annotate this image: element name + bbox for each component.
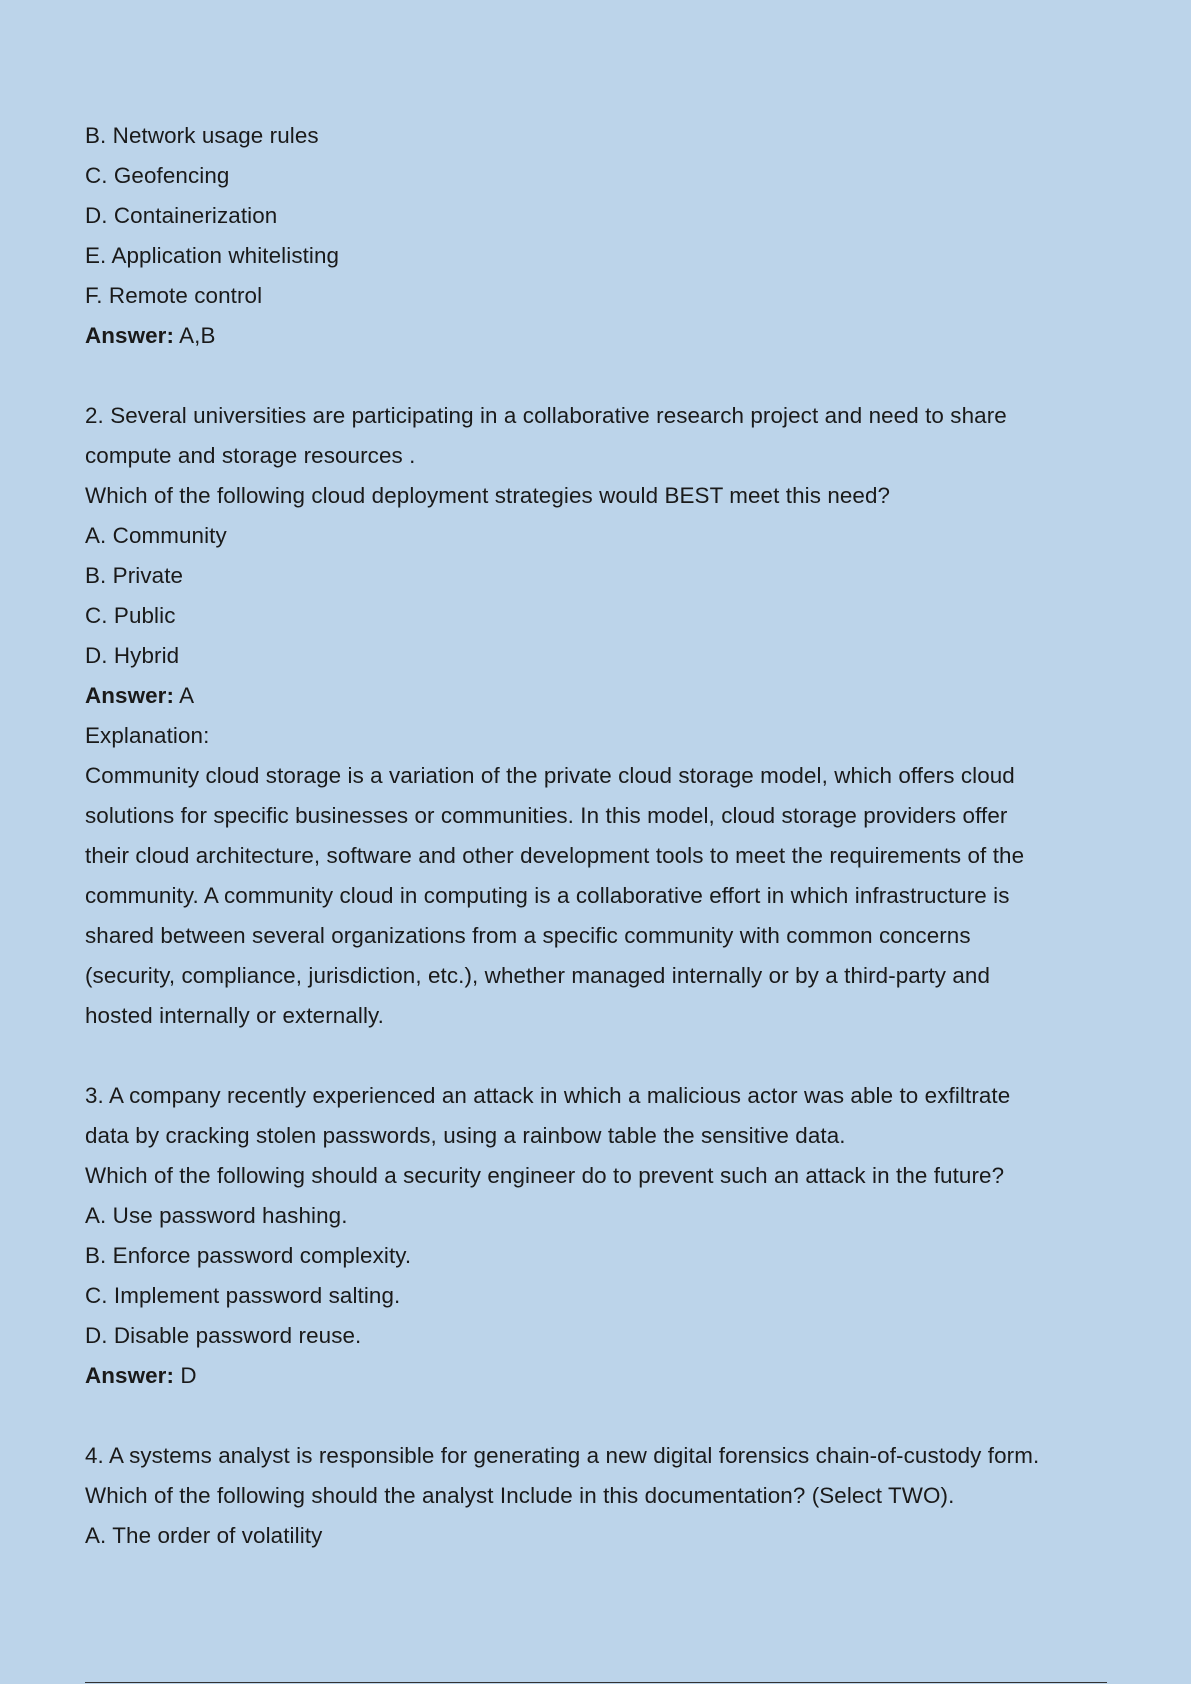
option-a: A. The order of volatility xyxy=(85,1523,323,1548)
spacer xyxy=(85,1036,1111,1076)
question-1-options xyxy=(85,116,1111,316)
option-c: C. Public xyxy=(85,603,176,628)
question-text-line: Which of the following should the analyst Include in this documentation? (Select TWO). xyxy=(85,1483,955,1508)
answer-label: Answer: xyxy=(85,323,175,348)
answer-value: A,B xyxy=(174,323,216,348)
footer-divider xyxy=(85,1682,1107,1683)
option-d: D. Containerization xyxy=(85,203,278,228)
question-2-stem xyxy=(85,396,1111,516)
question-text-line: data by cracking stolen passwords, using a rainbow table the sensitive data. xyxy=(85,1123,846,1148)
option-d: D. Hybrid xyxy=(85,643,180,668)
answer-value: D xyxy=(174,1363,197,1388)
question-3-options xyxy=(85,1196,1111,1356)
question-text-line: Which of the following cloud deployment strategies would BEST meet this need? xyxy=(85,483,891,508)
answer-label: Answer: xyxy=(85,1363,175,1388)
option-b: B. Network usage rules xyxy=(85,123,319,148)
explanation-label: Explanation: xyxy=(85,723,210,748)
explanation-line: solutions for specific businesses or communities. In this model, cloud storage providers offer xyxy=(85,803,1008,828)
question-1-answer xyxy=(85,316,1111,356)
question-text-line: 2. Several universities are participating in a collaborative research project and need to share xyxy=(85,403,1007,428)
question-2-explanation xyxy=(85,756,1111,1036)
question-4-stem xyxy=(85,1436,1111,1516)
answer-value: A xyxy=(174,683,195,708)
answer-label: Answer: xyxy=(85,683,175,708)
question-text-line: 3. A company recently experienced an attack in which a malicious actor was able to exfiltrate xyxy=(85,1083,1011,1108)
spacer xyxy=(85,356,1111,396)
option-e: E. Application whitelisting xyxy=(85,243,340,268)
question-text-line: Which of the following should a security engineer do to prevent such an attack in the future? xyxy=(85,1163,1005,1188)
question-4-options xyxy=(85,1516,1111,1556)
option-b: B. Private xyxy=(85,563,184,588)
question-2-options xyxy=(85,516,1111,676)
question-text-line: 4. A systems analyst is responsible for generating a new digital forensics chain-of-custody form. xyxy=(85,1443,1040,1468)
question-3-answer xyxy=(85,1356,1111,1396)
explanation-line: Community cloud storage is a variation of the private cloud storage model, which offers cloud xyxy=(85,763,1015,788)
option-a: A. Community xyxy=(85,523,227,548)
option-c: C. Implement password salting. xyxy=(85,1283,401,1308)
explanation-line: shared between several organizations from a specific community with common concerns xyxy=(85,923,971,948)
question-3-stem xyxy=(85,1076,1111,1196)
question-text-line: compute and storage resources . xyxy=(85,443,416,468)
option-b: B. Enforce password complexity. xyxy=(85,1243,412,1268)
option-d: D. Disable password reuse. xyxy=(85,1323,362,1348)
option-f: F. Remote control xyxy=(85,283,263,308)
option-a: A. Use password hashing. xyxy=(85,1203,348,1228)
explanation-line: community. A community cloud in computing is a collaborative effort in which infrastructure is xyxy=(85,883,1010,908)
spacer xyxy=(85,1396,1111,1436)
explanation-line: their cloud architecture, software and other development tools to meet the requirements of the xyxy=(85,843,1025,868)
explanation-line: (security, compliance, jurisdiction, etc.), whether managed internally or by a third-party and xyxy=(85,963,991,988)
question-2-answer xyxy=(85,676,1111,716)
explanation-line: hosted internally or externally. xyxy=(85,1003,384,1028)
option-c: C. Geofencing xyxy=(85,163,230,188)
